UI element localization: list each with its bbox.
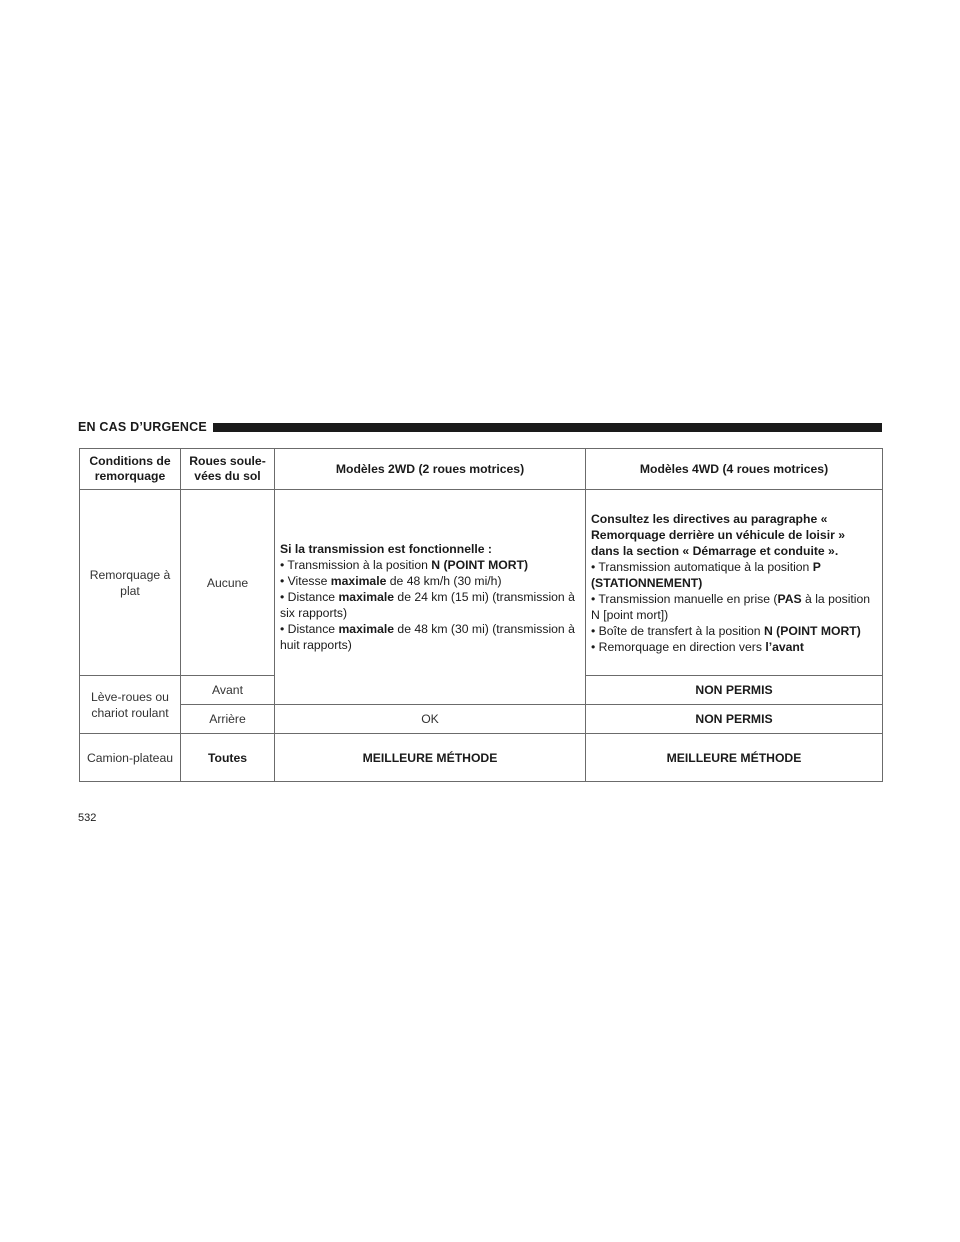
header-2wd-models: Modèles 2WD (2 roues motrices): [275, 449, 586, 490]
towing-table: [79, 448, 883, 782]
cell-2wd-flat-instructions: [275, 490, 586, 705]
cell-wheels-all: Toutes: [181, 734, 275, 782]
table-row-wheel-lift-rear: [80, 705, 883, 734]
4wd-bullet-park: • Transmission automatique à la position P (STATIONNEMENT): [591, 559, 821, 590]
2wd-bullet-neutral: • Transmission à la position N (POINT MORT): [280, 558, 529, 572]
page-number: 532: [78, 812, 97, 824]
cell-wheels-rear: Arrière: [181, 705, 275, 734]
cell-condition-flatbed: Camion-plateau: [80, 734, 181, 782]
header-conditions: Conditions de remorquage: [80, 449, 181, 490]
header-wheels-lifted: Roues soule-vées du sol: [181, 449, 275, 490]
2wd-bullet-max-speed: • Vitesse maximale de 48 km/h (30 mi/h): [280, 574, 502, 588]
2wd-bullet-distance-eight-speed: • Distance maximale de 48 km (30 mi) (transmission à huit rapports): [280, 622, 575, 652]
cell-wheels-none: Aucune: [181, 490, 275, 676]
section-title: EN CAS D’URGENCE: [78, 420, 207, 434]
table-row-flatbed: [80, 734, 883, 782]
cell-condition-flat: Remorquage à plat: [80, 490, 181, 676]
cell-4wd-front-not-permitted: NON PERMIS: [586, 676, 883, 705]
cell-condition-wheel-lift: Lève-roues ou chariot roulant: [80, 676, 181, 734]
cell-4wd-flat-instructions: [586, 490, 883, 676]
header-4wd-models: Modèles 4WD (4 roues motrices): [586, 449, 883, 490]
4wd-bullet-direction: • Remorquage en direction vers l’avant: [591, 639, 804, 654]
2wd-intro: Si la transmission est fonctionnelle :: [280, 542, 492, 556]
2wd-bullet-distance-six-speed: • Distance maximale de 24 km (15 mi) (transmission à six rapports): [280, 590, 575, 620]
4wd-intro: Consultez les directives au paragraphe « Remorquage derrière un véhicule de loisir » dans la section « Démarrage et conduite ».: [591, 511, 845, 558]
cell-wheels-front: Avant: [181, 676, 275, 705]
cell-4wd-rear-not-permitted: NON PERMIS: [586, 705, 883, 734]
table-header-row: [80, 449, 883, 490]
table-row-flat-tow: [80, 490, 883, 676]
section-header: [78, 417, 882, 437]
cell-2wd-flatbed-best: MEILLEURE MÉTHODE: [275, 734, 586, 782]
cell-2wd-rear-ok: OK: [275, 705, 586, 734]
cell-4wd-flatbed-best: MEILLEURE MÉTHODE: [586, 734, 883, 782]
4wd-bullet-manual: • Transmission manuelle en prise (PAS à la position N [point mort]): [591, 591, 871, 622]
section-divider-bar: [213, 423, 882, 432]
4wd-bullet-transfer-case: • Boîte de transfert à la position N (POINT MORT): [591, 623, 861, 638]
